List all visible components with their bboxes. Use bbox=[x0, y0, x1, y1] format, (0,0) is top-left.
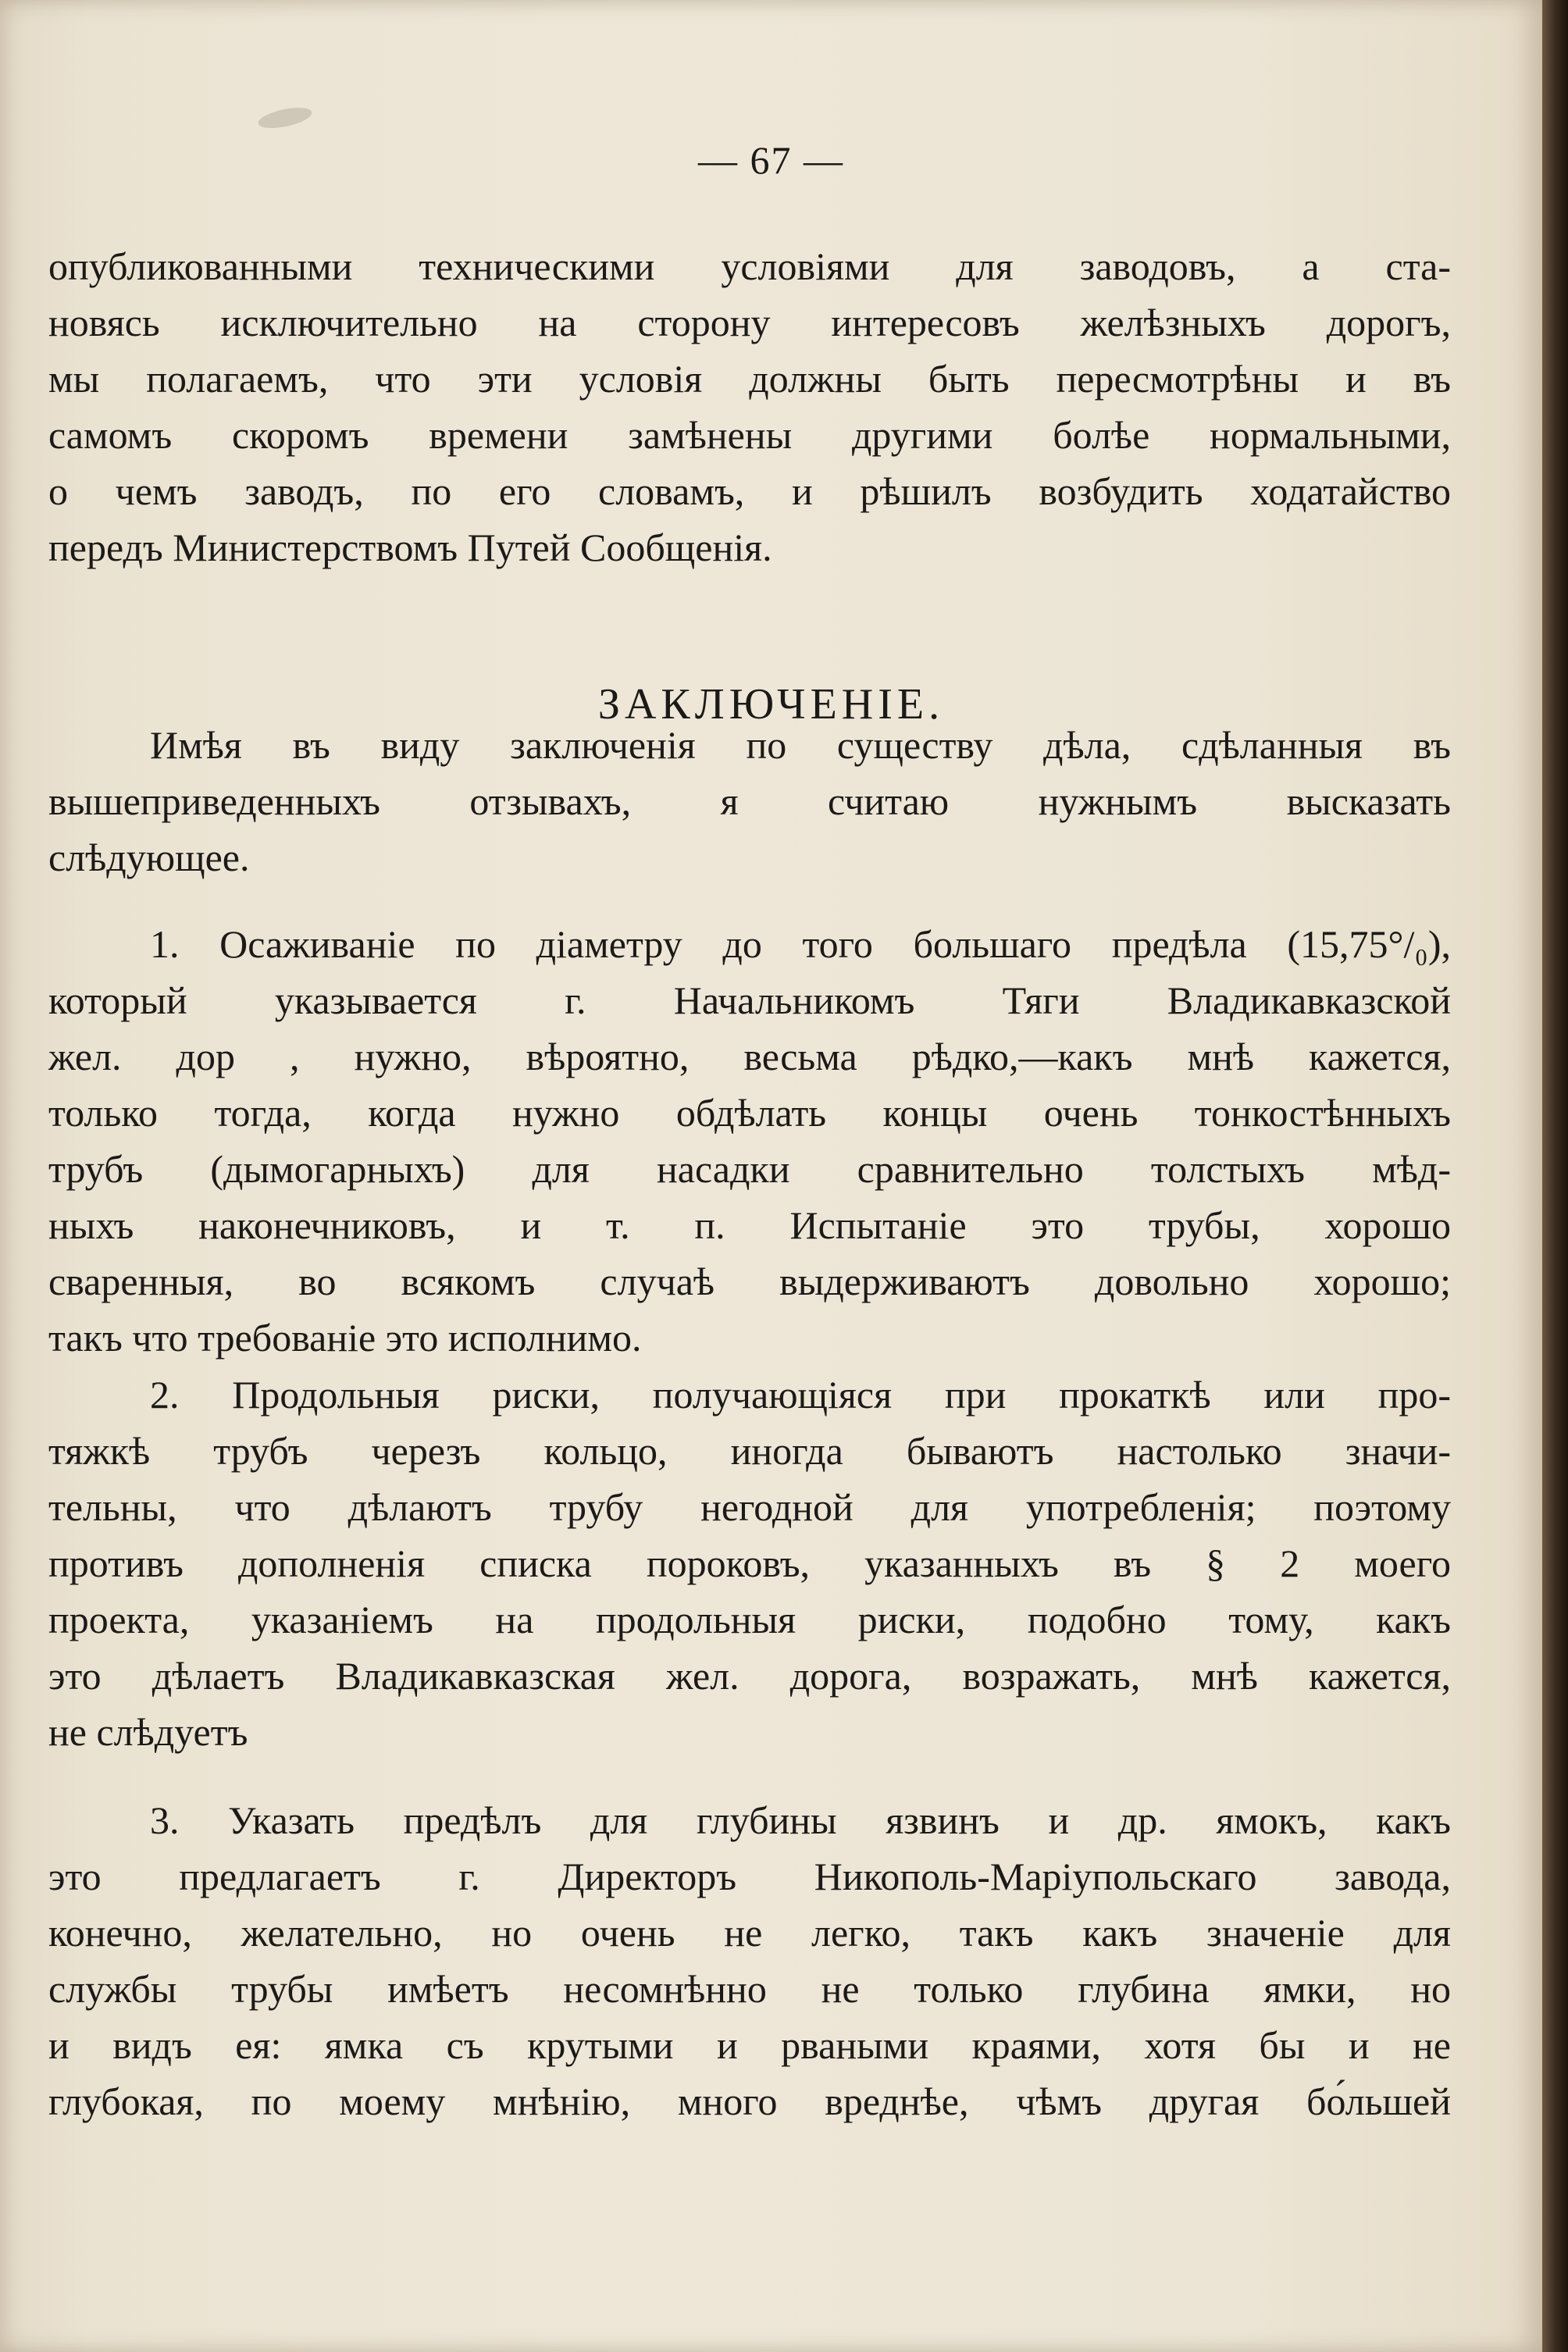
text-line: такъ что требованіе это исполнимо. bbox=[48, 1316, 642, 1360]
text-line: 3. Указать предѣлъ для глубины язвинъ и др. ямокъ, какъ bbox=[150, 1798, 1451, 1842]
text-line: тяжкѣ трубъ черезъ кольцо, иногда бываютъ настолько значи- bbox=[48, 1429, 1451, 1473]
text-line: вышеприведенныхъ отзывахъ, я считаю нужнымъ высказать bbox=[48, 779, 1451, 823]
text-line: сваренныя, во всякомъ случаѣ выдерживаютъ довольно хорошо; bbox=[48, 1260, 1451, 1303]
item-2-paragraph bbox=[48, 1367, 1451, 1760]
text-line: трубъ (дымогарныхъ) для насадки сравнительно толстыхъ мѣд- bbox=[48, 1147, 1451, 1191]
item-3-paragraph bbox=[48, 1792, 1451, 2129]
text-line: 1. Осаживаніе по діаметру до того большаго предѣла (15,75°/₀), bbox=[150, 922, 1451, 966]
page-number: — 67 — bbox=[698, 138, 844, 182]
book-spine-edge bbox=[1542, 0, 1568, 2352]
text-line: мы полагаемъ, что эти условія должны быть пересмотрѣны и въ bbox=[48, 357, 1451, 401]
text-line: это предлагаетъ г. Директоръ Никополь-Маріупольскаго завода, bbox=[48, 1855, 1451, 1898]
text-line: это дѣлаетъ Владикавказская жел. дорога, возражать, мнѣ кажется, bbox=[48, 1654, 1451, 1698]
section-heading: ЗАКЛЮЧЕНІЕ. bbox=[597, 680, 945, 729]
ink-smudge bbox=[256, 104, 313, 132]
text-line: службы трубы имѣетъ несомнѣнно не только глубина ямки, но bbox=[48, 1967, 1451, 2011]
text-line: ныхъ наконечниковъ, и т. п. Испытаніе это трубы, хорошо bbox=[48, 1203, 1451, 1247]
intro-paragraph bbox=[48, 238, 1451, 576]
text-line: о чемъ заводъ, по его словамъ, и рѣшилъ возбудить ходатайство bbox=[48, 469, 1451, 513]
text-line: глубокая, по моему мнѣнію, много вреднѣе, чѣмъ другая бо́льшей bbox=[48, 2079, 1451, 2123]
text-line: передъ Министерствомъ Путей Сообщенія. bbox=[48, 526, 772, 569]
text-line: Имѣя въ виду заключенія по существу дѣла, сдѣланныя въ bbox=[150, 723, 1451, 767]
conclusion-paragraph bbox=[48, 717, 1451, 886]
item-1-paragraph bbox=[48, 916, 1451, 1366]
text-line: тельны, что дѣлаютъ трубу негодной для употребленія; поэтому bbox=[48, 1485, 1451, 1529]
text-line: проекта, указаніемъ на продольныя риски, подобно тому, какъ bbox=[48, 1598, 1451, 1641]
text-line: 2. Продольныя риски, получающіяся при прокаткѣ или про- bbox=[150, 1373, 1451, 1417]
text-line: опубликованными техническими условіями для заводовъ, а ста- bbox=[48, 244, 1451, 288]
text-line: противъ дополненія списка пороковъ, указанныхъ въ § 2 моего bbox=[48, 1541, 1451, 1585]
text-line: новясь исключительно на сторону интересовъ желѣзныхъ дорогъ, bbox=[48, 301, 1451, 344]
text-line: только тогда, когда нужно обдѣлать концы очень тонкостѣнныхъ bbox=[48, 1091, 1451, 1135]
text-line: жел. дор , нужно, вѣроятно, весьма рѣдко,—какъ мнѣ кажется, bbox=[48, 1035, 1451, 1078]
text-line: не слѣдуетъ bbox=[48, 1710, 248, 1754]
text-line: самомъ скоромъ времени замѣнены другими болѣе нормальными, bbox=[48, 413, 1451, 457]
text-line: и видъ ея: ямка съ крутыми и рваными краями, хотя бы и не bbox=[48, 2023, 1451, 2067]
text-line: конечно, желательно, но очень не легко, такъ какъ значеніе для bbox=[48, 1911, 1451, 1955]
text-line: слѣдующее. bbox=[48, 836, 250, 879]
text-line: который указывается г. Начальникомъ Тяги Владикавказской bbox=[48, 978, 1451, 1022]
